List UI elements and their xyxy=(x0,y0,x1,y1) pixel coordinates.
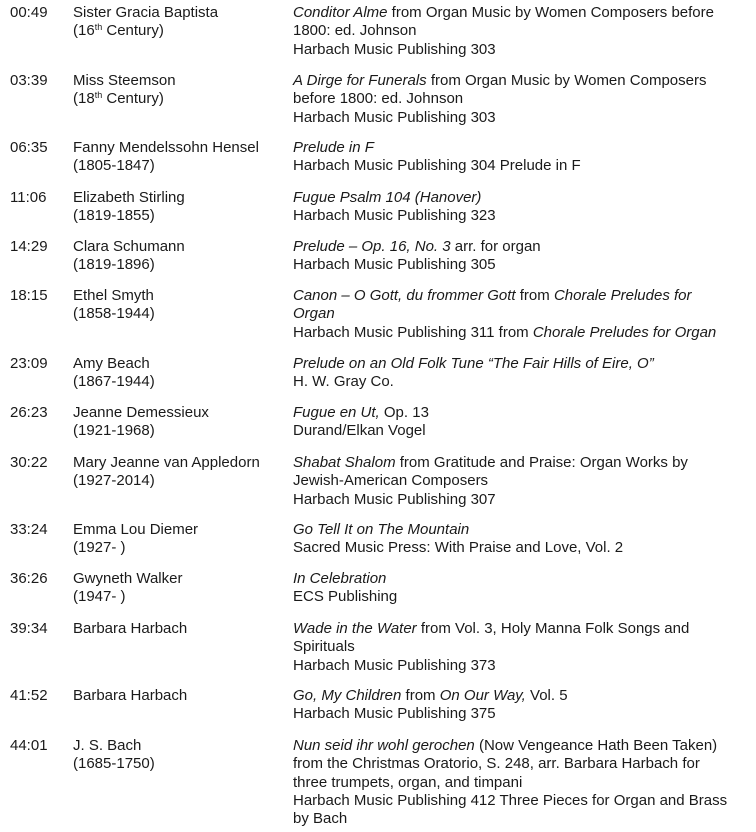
composer-name: J. S. Bach xyxy=(73,737,142,754)
work-cell xyxy=(293,687,755,724)
time-stamp: 33:24 xyxy=(10,521,48,538)
composer-cell xyxy=(73,521,288,558)
title-italic: Canon – O Gott, du frommer Gott xyxy=(293,287,516,304)
work-line xyxy=(293,189,755,207)
text-run: Harbach Music Publishing 373 xyxy=(293,656,496,674)
composer-dates xyxy=(73,422,288,440)
text-run: Century) xyxy=(102,22,164,40)
text-run: ECS Publishing xyxy=(293,588,398,606)
work-cell xyxy=(293,287,755,342)
title-italic: A Dirge for Funerals xyxy=(293,72,427,89)
text-run: Harbach Music Publishing 305 xyxy=(293,256,496,274)
text-run: Harbach Music Publishing 303 xyxy=(293,40,496,58)
title-italic: Conditor Alme xyxy=(293,4,388,21)
time-stamp: 44:01 xyxy=(10,737,48,754)
text-run: (1947- ) xyxy=(73,588,126,606)
work-cell xyxy=(293,72,755,127)
text-run: Harbach Music Publishing 323 xyxy=(293,207,496,225)
composer-cell xyxy=(73,189,288,226)
work-line xyxy=(293,305,755,323)
work-line xyxy=(293,207,755,225)
text-run: (Now Vengeance Hath Been Taken) xyxy=(474,737,718,754)
time-stamp: 39:34 xyxy=(10,620,48,637)
time-stamp: 26:23 xyxy=(10,404,48,421)
title-italic: Go, My Children xyxy=(293,687,402,704)
text-run: from Organ Music by Women Composers before xyxy=(387,4,714,21)
work-line xyxy=(293,620,755,638)
composer-cell xyxy=(73,620,288,638)
text-run: H. W. Gray Co. xyxy=(293,373,394,391)
composer-name: Barbara Harbach xyxy=(73,687,188,704)
composer-dates xyxy=(73,373,288,391)
text-run: Jewish-American Composers xyxy=(293,472,489,490)
work-line xyxy=(293,287,755,305)
composer-name: Sister Gracia Baptista xyxy=(73,4,219,21)
work-line xyxy=(293,324,755,342)
composer-cell xyxy=(73,404,288,441)
work-line xyxy=(293,90,755,108)
text-run: Harbach Music Publishing 303 xyxy=(293,108,496,126)
composer-name: Fanny Mendelssohn Hensel xyxy=(73,139,259,156)
text-run: arr. for organ xyxy=(450,238,541,255)
work-line xyxy=(293,422,755,440)
composer-name: Emma Lou Diemer xyxy=(73,521,199,538)
title-italic: Wade in the Water xyxy=(293,620,417,637)
work-line xyxy=(293,22,755,40)
work-cell xyxy=(293,737,755,828)
work-line xyxy=(293,810,755,828)
text-run: (16 xyxy=(73,22,95,40)
text-run: (1805-1847) xyxy=(73,157,155,175)
work-line xyxy=(293,157,755,175)
text-run: (1867-1944) xyxy=(73,373,155,391)
composer-cell xyxy=(73,570,288,607)
work-cell xyxy=(293,139,755,176)
text-run: (18 xyxy=(73,90,95,108)
text-run: (1927- ) xyxy=(73,539,126,557)
time-stamp: 23:09 xyxy=(10,355,48,372)
work-cell xyxy=(293,570,755,607)
composer-name: Clara Schumann xyxy=(73,238,185,255)
composer-name: Ethel Smyth xyxy=(73,287,154,304)
title-italic: Chorale Preludes for Organ xyxy=(532,323,717,341)
composer-cell xyxy=(73,287,288,324)
text-run: Durand/Elkan Vogel xyxy=(293,422,426,440)
work-cell xyxy=(293,620,755,675)
work-line xyxy=(293,570,755,588)
work-line xyxy=(293,109,755,127)
composer-dates xyxy=(73,472,288,490)
title-italic: Fugue Psalm 104 (Hanover) xyxy=(293,189,482,206)
composer-cell xyxy=(73,687,288,705)
text-run: (1819-1855) xyxy=(73,207,155,225)
text-run: Harbach Music Publishing 307 xyxy=(293,490,496,508)
text-run: Harbach Music Publishing 412 Three Pieces for Organ and Brass xyxy=(293,791,728,809)
text-run: (1921-1968) xyxy=(73,422,155,440)
title-italic: Prelude in F xyxy=(293,139,374,156)
work-line xyxy=(293,521,755,539)
composer-name: Miss Steemson xyxy=(73,72,176,89)
work-line xyxy=(293,539,755,557)
work-line xyxy=(293,705,755,723)
work-line xyxy=(293,373,755,391)
composer-cell xyxy=(73,4,288,41)
composer-cell xyxy=(73,72,288,109)
text-run: (1858-1944) xyxy=(73,305,155,323)
text-run: Spirituals xyxy=(293,638,355,656)
text-run: 1800: ed. Johnson xyxy=(293,22,417,40)
composer-cell xyxy=(73,139,288,176)
time-stamp: 06:35 xyxy=(10,139,48,156)
work-cell xyxy=(293,238,755,275)
work-line xyxy=(293,41,755,59)
title-italic: In Celebration xyxy=(293,570,387,587)
work-line xyxy=(293,139,755,157)
composer-dates xyxy=(73,22,288,40)
composer-cell xyxy=(73,737,288,774)
title-italic: On Our Way, xyxy=(439,687,526,704)
composer-dates xyxy=(73,755,288,773)
title-italic: Go Tell It on The Mountain xyxy=(293,521,470,538)
work-line xyxy=(293,454,755,472)
work-line xyxy=(293,404,755,422)
text-run: before 1800: ed. Johnson xyxy=(293,90,464,108)
text-run: Sacred Music Press: With Praise and Love, Vol. 2 xyxy=(293,539,624,557)
composer-name: Mary Jeanne van Appledorn xyxy=(73,454,260,471)
composer-cell xyxy=(73,355,288,392)
text-run: (1685-1750) xyxy=(73,755,155,773)
work-line xyxy=(293,792,755,810)
text-run: three trumpets, organ, and timpani xyxy=(293,773,523,791)
composer-dates xyxy=(73,588,288,606)
time-stamp: 11:06 xyxy=(10,189,47,206)
text-run: from xyxy=(515,287,554,304)
composer-dates xyxy=(73,539,288,557)
composer-cell xyxy=(73,454,288,491)
composer-dates xyxy=(73,90,288,108)
work-cell xyxy=(293,355,755,392)
title-italic: Chorale Preludes for xyxy=(553,287,692,304)
time-stamp: 36:26 xyxy=(10,570,48,587)
text-run: Harbach Music Publishing 375 xyxy=(293,705,496,723)
text-run: from Gratitude and Praise: Organ Works by xyxy=(395,454,688,471)
work-line xyxy=(293,638,755,656)
work-line xyxy=(293,755,755,773)
work-line xyxy=(293,355,755,373)
work-cell xyxy=(293,404,755,441)
composer-name: Gwyneth Walker xyxy=(73,570,183,587)
title-italic: Prelude – Op. 16, No. 3 xyxy=(293,238,451,255)
text-run: Century) xyxy=(102,90,164,108)
text-run: from xyxy=(401,687,440,704)
work-line xyxy=(293,472,755,490)
text-run: from the Christmas Oratorio, S. 248, arr. Barbara Harbach for xyxy=(293,755,700,773)
text-run: Harbach Music Publishing 304 Prelude in F xyxy=(293,157,581,175)
work-cell xyxy=(293,189,755,226)
time-stamp: 30:22 xyxy=(10,454,48,471)
composer-dates xyxy=(73,305,288,323)
text-run: from Vol. 3, Holy Manna Folk Songs and xyxy=(416,620,690,637)
work-line xyxy=(293,491,755,509)
title-italic: Prelude on an Old Folk Tune “The Fair Hills of Eire, O” xyxy=(293,355,654,372)
composer-dates xyxy=(73,207,288,225)
ordinal-suffix: th xyxy=(94,22,103,33)
work-cell xyxy=(293,4,755,59)
time-stamp: 18:15 xyxy=(10,287,48,304)
title-italic: Fugue en Ut, xyxy=(293,404,380,421)
composer-name: Barbara Harbach xyxy=(73,620,188,637)
time-stamp: 14:29 xyxy=(10,238,48,255)
work-line xyxy=(293,687,755,705)
work-line xyxy=(293,238,755,256)
text-run: from Organ Music by Women Composers xyxy=(426,72,707,89)
work-cell xyxy=(293,454,755,509)
work-line xyxy=(293,657,755,675)
composer-name: Amy Beach xyxy=(73,355,150,372)
text-run: Op. 13 xyxy=(379,404,429,421)
title-italic: Organ xyxy=(293,305,335,323)
time-stamp: 41:52 xyxy=(10,687,48,704)
composer-name: Jeanne Demessieux xyxy=(73,404,209,421)
composer-dates xyxy=(73,157,288,175)
text-run: Harbach Music Publishing 311 from xyxy=(293,323,533,341)
ordinal-suffix: th xyxy=(94,90,103,101)
title-italic: Nun seid ihr wohl gerochen xyxy=(293,737,475,754)
work-line xyxy=(293,737,755,755)
work-line xyxy=(293,774,755,792)
time-stamp: 03:39 xyxy=(10,72,48,89)
time-stamp: 00:49 xyxy=(10,4,48,21)
work-line xyxy=(293,256,755,274)
text-run: (1927-2014) xyxy=(73,472,155,490)
text-run: (1819-1896) xyxy=(73,256,155,274)
work-line xyxy=(293,72,755,90)
composer-cell xyxy=(73,238,288,275)
title-italic: Shabat Shalom xyxy=(293,454,396,471)
work-line xyxy=(293,588,755,606)
text-run: by Bach xyxy=(293,810,348,828)
composer-name: Elizabeth Stirling xyxy=(73,189,185,206)
work-line xyxy=(293,4,755,22)
composer-dates xyxy=(73,256,288,274)
text-run: Vol. 5 xyxy=(525,687,568,704)
work-cell xyxy=(293,521,755,558)
